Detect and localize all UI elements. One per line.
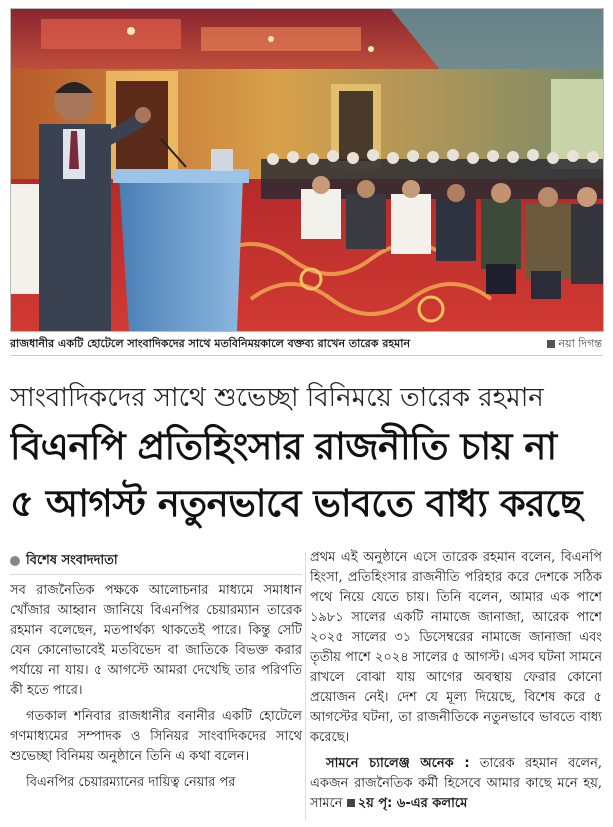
square-bullet-icon (547, 340, 555, 348)
column-divider (305, 552, 306, 820)
article-column-right (310, 548, 602, 823)
headline-kicker: সাংবাদিকদের সাথে শুভেচ্ছা বিনিময়ে তারেক রহমান (10, 383, 544, 413)
article-paragraph: বিএনপির চেয়ারম্যানের দায়িত্ব নেয়ার পর (26, 775, 236, 790)
square-bullet-icon (347, 799, 355, 807)
continuation-jump[interactable] (347, 796, 468, 811)
photo-caption-bar (10, 333, 602, 356)
byline (10, 548, 302, 575)
article-paragraph: গতকাল শনিবার রাজধানীর বনানীর একটি হোটেলে গণমাধ্যমের সম্পাদক ও সিনিয়র সাংবাদিকদের সাথে শুভেচ্ছা বিনিময় অনুষ্ঠানে তিনি এ কথা বলেন। (10, 709, 302, 764)
byline-text: বিশেষ সংবাদদাতা (26, 553, 118, 568)
photo-caption: রাজধানীর একটি হোটেলে সাংবাদিকদের সাথে মতবিনিময়কালে বক্তব্য রাখেন তারেক রহমান (10, 337, 411, 350)
headline-line-1: বিএনপি প্রতিহিংসার রাজনীতি চায় না (10, 425, 557, 468)
article-paragraph-with-subhead (310, 754, 602, 814)
article-column-left (10, 548, 302, 823)
press-photo (10, 8, 604, 332)
article-paragraph-text: তারেক রহমান বলেন, একজন রাজনৈতিক কর্মী হিসেবে আমার কাছে মনে হয়, সামনে (310, 756, 602, 811)
photo-credit-text: নয়া দিগন্ত (558, 337, 602, 350)
continuation-jump-text[interactable]: ২য় পৃ: ৬-এর কলামে (357, 796, 468, 811)
photo-credit (547, 333, 602, 355)
byline-dot-icon (10, 556, 20, 566)
photo-illustration (11, 9, 603, 331)
headline-line-2: ৫ আগস্ট নতুনভাবে ভাবতে বাধ্য করছে (10, 482, 582, 525)
article-paragraph: প্রথম এই অনুষ্ঠানে এসে তারেক রহমান বলেন, বিএনপি হিংসা, প্রতিহিংসার রাজনীতি পরিহার করে দেশকে সঠিক পথে নিয়ে যেতে চায়। তিনি বলেন, আমার এক পাশে ১৯৮১ সালের একটি নামাজে জানাজা, আরেক পাশে ২০২৫ সালের ৩১ ডিসেম্বরের নামাজে জানাজা এবং তৃতীয় পাশে ২০২৪ সালের ৫ আগস্ট। এসব ঘটনা সামনে রাখলে বোঝা যায় আগের অবস্থায় ফেরার কোনো প্রয়োজন নেই। দেশ যে মূল্য দিয়েছে, বিশেষ করে ৫ আগস্টের ঘটনা, তা রাজনীতিকে নতুনভাবে ভাবতে বাধ্য করেছে। (310, 550, 602, 745)
article-subhead: সামনে চ্যালেঞ্জ অনেক : (326, 756, 470, 771)
article-paragraph: সব রাজনৈতিক পক্ষকে আলোচনার মাধ্যমে সমাধান খোঁজার আহ্বান জানিয়ে বিএনপির চেয়ারম্যান তারেক রহমান বলেছেন, মতপার্থক্য থাকতেই পারে। কিন্তু সেটি যেন কোনোভাবেই মতবিভেদ বা জাতিকে বিভক্ত করার পর্যায়ে না যায়। ৫ আগস্টে আমরা দেখেছি তার পরিণতি কী হতে পারে। (10, 583, 302, 698)
